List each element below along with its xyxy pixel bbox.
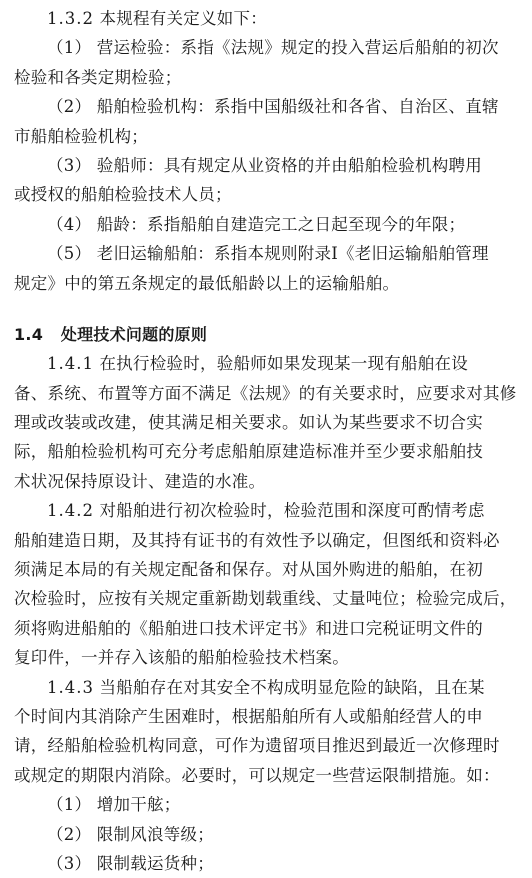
item-text: 限制载运货种； <box>96 853 214 873</box>
item-text: 验船师：具有规定从业资格的并由船舶检验机构聘用 <box>96 155 482 175</box>
clause-text: 对船舶进行初次检验时，检验范围和深度可酌情考虑 <box>99 501 485 521</box>
item-text: 营运检验：系指《法规》规定的投入营运后船舶的初次 <box>96 38 499 58</box>
clause-number: 1.4.3 <box>47 677 94 697</box>
item-text: 船舶检验机构：系指中国船级社和各省、自治区、直辖 <box>96 97 499 117</box>
clause-1-4-1-line: 术状况保持原设计、建造的水准。 <box>14 471 266 491</box>
item-number: （2） <box>47 97 92 117</box>
document-page <box>14 4 520 878</box>
definition-item-1-cont: 检验和各类定期检验； <box>14 67 182 87</box>
clause-1-3-2-intro <box>14 4 520 33</box>
measure-item-2 <box>14 820 520 849</box>
item-number: （1） <box>47 38 92 58</box>
item-text: 老旧运输船舶：系指本规则附录Ⅰ《老旧运输船舶管理 <box>96 244 489 264</box>
item-text: 增加干舷； <box>96 795 181 815</box>
definition-item-5 <box>14 239 520 268</box>
measure-item-3 <box>14 849 520 878</box>
definition-item-5-cont: 规定》中的第五条规定的最低船龄以上的运输船舶。 <box>14 273 400 293</box>
section-title: 处理技术问题的原则 <box>60 324 208 344</box>
definition-item-2-cont: 市船舶检验机构； <box>14 126 148 146</box>
clause-1-4-3-line: 个时间内其消除产生困难时，根据船舶所有人或船舶经营人的申 <box>14 706 483 726</box>
item-number: （2） <box>47 824 92 844</box>
clause-1-4-2-line: 须满足本局的有关规定配备和保存。对从国外购进的船舶，在初 <box>14 560 483 580</box>
clause-text: 当船舶存在对其安全不构成明显危险的缺陷，且在某 <box>99 677 485 697</box>
definition-item-1 <box>14 33 520 62</box>
clause-1-4-2-line: 须将购进船舶的《船舶进口技术评定书》和进口完税证明文件的 <box>14 618 483 638</box>
section-number: 1.4 <box>14 324 44 344</box>
measure-item-1 <box>14 790 520 819</box>
clause-1-4-1-line: 理或改装或改建，使其满足相关要求。如认为某些要求不切合实 <box>14 413 483 433</box>
clause-1-4-1-line: 备、系统、布置等方面不满足《法规》的有关要求时，应要求对其修 <box>14 383 517 403</box>
clause-1-4-2-line: 船舶建造日期，及其持有证书的有效性予以确定，但图纸和资料必 <box>14 530 500 550</box>
item-text: 限制风浪等级； <box>96 824 214 844</box>
definition-item-4 <box>14 210 520 239</box>
definition-item-2 <box>14 92 520 121</box>
clause-1-4-3-line: 请，经船舶检验机构同意，可作为遗留项目推迟到最近一次修理时 <box>14 736 500 756</box>
item-text: 船龄：系指船舶自建造完工之日起至现今的年限； <box>96 214 466 234</box>
clause-number: 1.4.1 <box>47 354 94 374</box>
item-number: （3） <box>47 155 92 175</box>
item-number: （3） <box>47 853 92 873</box>
clause-1-4-1-line: 际，船舶检验机构可充分考虑船舶原建造标准并至少要求船舶技 <box>14 442 483 462</box>
definition-item-3 <box>14 151 520 180</box>
clause-1-4-2-first <box>14 496 520 525</box>
clause-text: 本规程有关定义如下： <box>99 9 267 28</box>
definition-item-3-cont: 或授权的船舶检验技术人员； <box>14 185 232 205</box>
clause-text: 在执行检验时，验船师如果发现某一现有船舶在设 <box>99 354 468 374</box>
item-number: （1） <box>47 795 92 815</box>
clause-1-4-3-first <box>14 673 520 702</box>
item-number: （5） <box>47 244 92 264</box>
clause-1-4-2-line: 复印件，一并存入该船的船舶检验技术档案。 <box>14 648 349 668</box>
clause-1-4-3-line: 或规定的期限内消除。必要时，可以规定一些营运限制措施。如： <box>14 765 500 785</box>
clause-1-4-1-first <box>14 349 520 378</box>
clause-number: 1.3.2 <box>47 9 94 28</box>
section-heading <box>14 320 520 349</box>
clause-1-4-2-line: 次检验时，应按有关规定重新勘划载重线、丈量吨位；检验完成后， <box>14 589 517 609</box>
clause-number: 1.4.2 <box>47 501 94 521</box>
item-number: （4） <box>47 214 92 234</box>
